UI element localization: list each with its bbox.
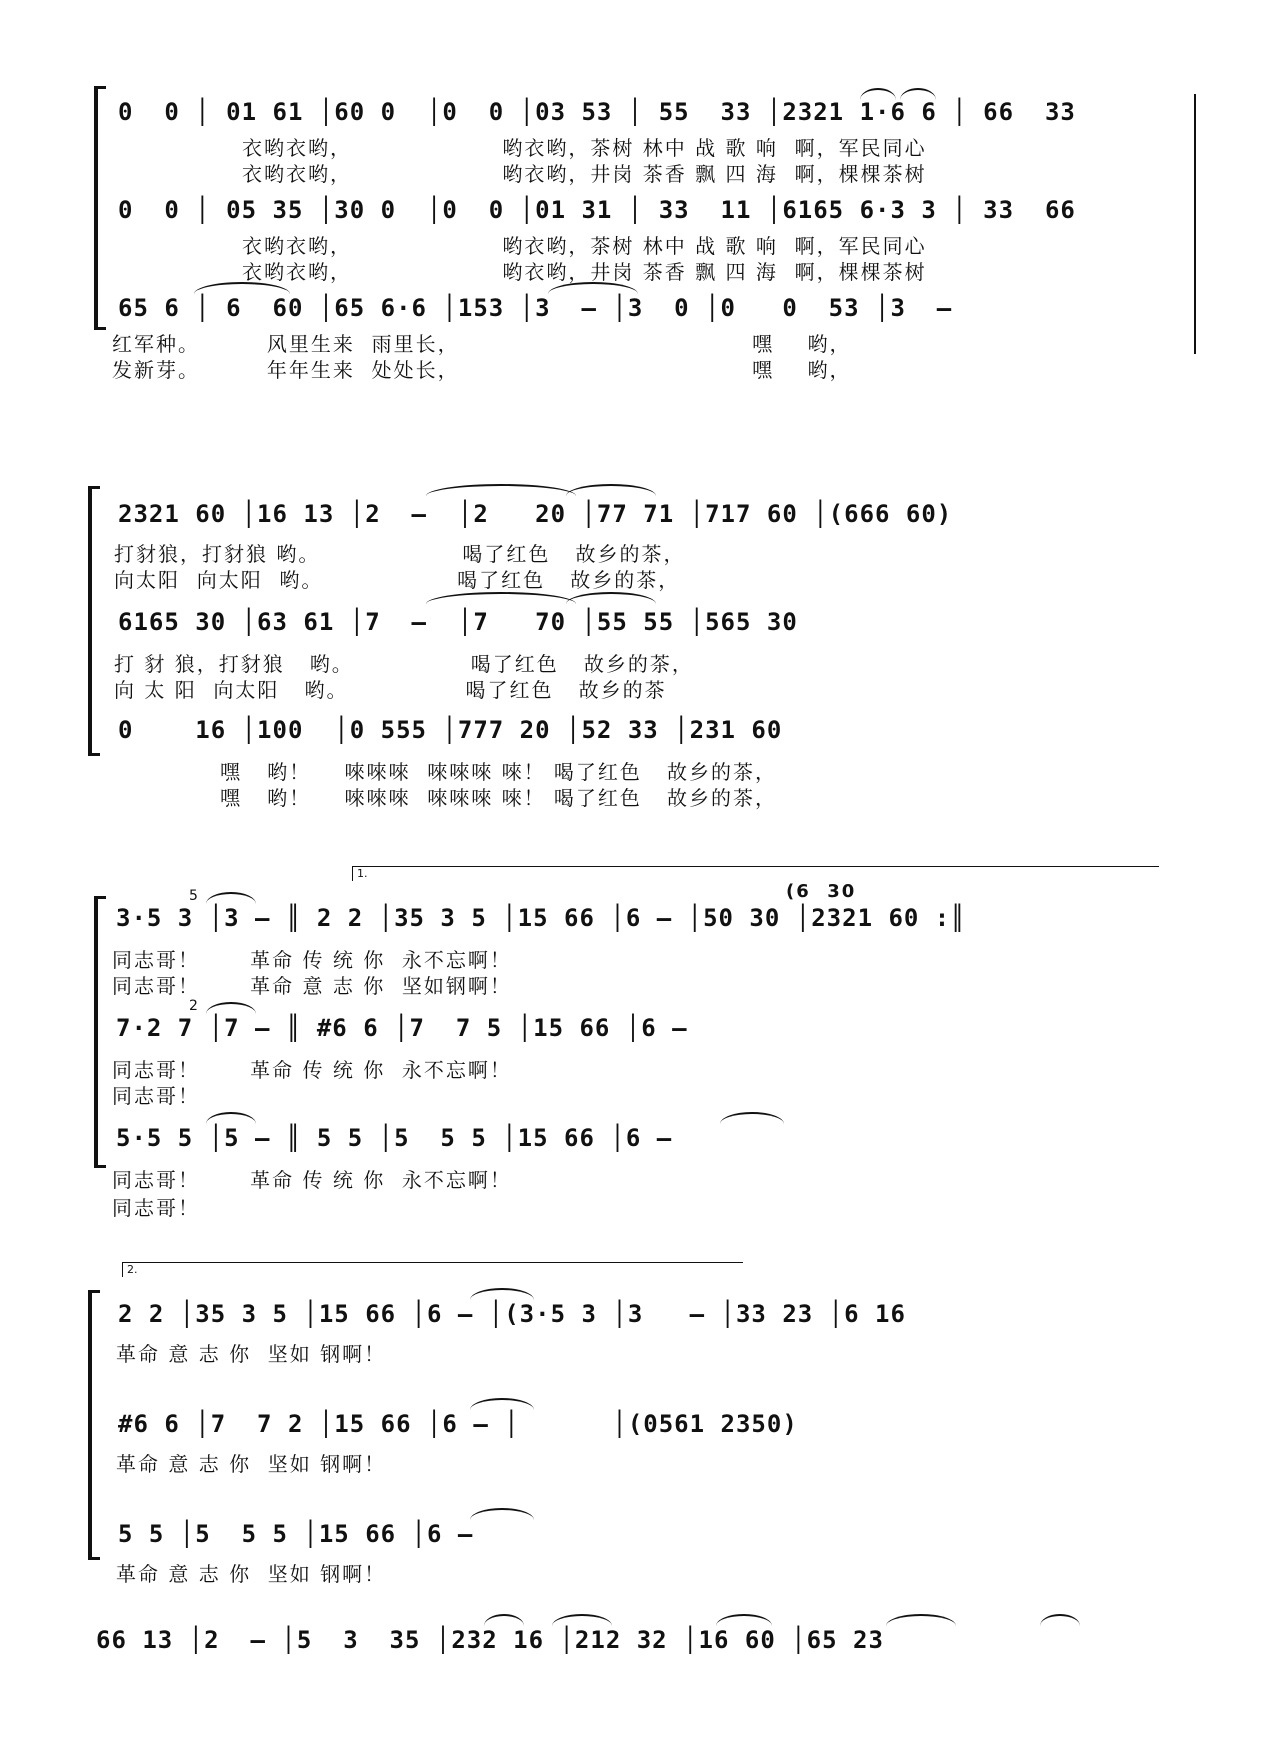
alto-notes-2: 6165 30 │63 61 │7 – │7 70 │55 55 │565 30: [118, 608, 798, 636]
slur: [886, 1614, 956, 1626]
soprano-cue: (6 30: [786, 881, 857, 902]
slur: [426, 592, 576, 604]
soprano-notes-3: 3·5 3 │3 – ║ 2 2 │35 3 5 │15 66 │6 – │50 30 │2321 60 :║: [116, 904, 966, 932]
barline: [1194, 94, 1196, 354]
slur: [860, 88, 896, 100]
system-bracket: [94, 86, 98, 330]
bass-lyrics-2a: 嘿 哟！ 唻唻唻 唻唻唻 唻！ 喝了红色 故乡的茶，: [220, 760, 778, 784]
alto-lyrics-1b: 衣哟衣哟， 哟衣哟，井岗 茶香 飘 四 海 啊，棵棵茶树: [242, 260, 927, 284]
alto-lyrics-3b: 同志哥！: [112, 1084, 200, 1108]
slur: [470, 1288, 534, 1300]
system-bracket: [88, 1290, 92, 1560]
bass-notes-2: 0 16 │100 │0 555 │777 20 │52 33 │231 60: [118, 716, 783, 744]
soprano-lyrics-4: 革命 意 志 你 坚如 钢啊！: [116, 1342, 387, 1366]
alto-lyrics-2a: 打 豺 狼，打豺狼 哟。 喝了红色 故乡的茶，: [114, 652, 694, 676]
soprano-lyrics-1b: 衣哟衣哟， 哟衣哟，井岗 茶香 飘 四 海 啊，棵棵茶树: [242, 162, 927, 186]
alto-notes-3: 7·2 7 │7 – ║ #6 6 │7 7 5 │15 66 │6 –: [116, 1014, 688, 1042]
slur: [470, 1398, 534, 1410]
bass-notes-4: 5 5 │5 5 5 │15 66 │6 –: [118, 1520, 474, 1548]
alto-lyrics-4: 革命 意 志 你 坚如 钢啊！: [116, 1452, 387, 1476]
alto-notes-4: #6 6 │7 7 2 │15 66 │6 – │ │(0561 2350): [118, 1410, 798, 1438]
alto-lyrics-1a: 衣哟衣哟， 哟衣哟，茶树 林中 战 歌 响 啊，军民同心: [242, 234, 927, 258]
bass-lyrics-1a: 红军种。 风里生来 雨里长， 嘿 哟，: [112, 332, 852, 356]
bass-lyrics-3a: 同志哥！ 革命 传 统 你 永不忘啊！: [112, 1168, 512, 1192]
soprano-notes-1: 0 0 │ 01 61 │60 0 │0 0 │03 53 │ 55 33 │2321 1·6 6 │ 66 33: [118, 98, 1076, 126]
bass-lyrics-1b: 发新芽。 年年生来 处处长， 嘿 哟，: [112, 358, 852, 382]
soprano-notes-4: 2 2 │35 3 5 │15 66 │6 – │(3·5 3 │3 – │33 23 │6 16: [118, 1300, 906, 1328]
slur: [1040, 1614, 1080, 1626]
slur: [206, 1002, 256, 1014]
soprano-grace: 5: [189, 888, 200, 904]
soprano-lyrics-3b: 同志哥！ 革命 意 志 你 坚如钢啊！: [112, 974, 512, 998]
alto-lyrics-2b: 向 太 阳 向太阳 哟。 喝了红色 故乡的茶: [114, 678, 667, 702]
slur: [484, 1614, 524, 1626]
slur: [206, 892, 256, 904]
slur: [720, 1112, 784, 1124]
slur: [716, 1614, 772, 1626]
soprano-notes-2: 2321 60 │16 13 │2 – │2 20 │77 71 │717 60 │(666 60): [118, 500, 953, 528]
soprano-lyrics-1a: 衣哟衣哟， 哟衣哟，茶树 林中 战 歌 响 啊，军民同心: [242, 136, 927, 160]
melody-notes-5: 66 13 │2 – │5 3 35 │232 16 │212 32 │16 60 │65 23: [96, 1626, 884, 1654]
bass-notes-1: 65 6 │ 6 60 │65 6·6 │153 │3 – │3 0 │0 0 53 │3 –: [118, 294, 953, 322]
first-ending-bracket: [352, 866, 1159, 881]
bass-lyrics-2b: 嘿 哟！ 唻唻唻 唻唻唻 唻！ 喝了红色 故乡的茶，: [220, 786, 778, 810]
slur: [566, 484, 656, 496]
slur: [900, 88, 936, 100]
slur: [566, 592, 656, 604]
alto-lyrics-3a: 同志哥！ 革命 传 统 你 永不忘啊！: [112, 1058, 512, 1082]
alto-notes-1: 0 0 │ 05 35 │30 0 │0 0 │01 31 │ 33 11 │6165 6·3 3 │ 33 66: [118, 196, 1076, 224]
bass-notes-3: 5·5 5 │5 – ║ 5 5 │5 5 5 │15 66 │6 –: [116, 1124, 673, 1152]
bass-lyrics-3b: 同志哥！: [112, 1196, 200, 1220]
system-bracket: [88, 486, 92, 756]
soprano-lyrics-3a: 同志哥！ 革命 传 统 你 永不忘啊！: [112, 948, 512, 972]
second-ending-bracket: [122, 1262, 743, 1277]
slur: [426, 484, 576, 496]
slur: [206, 1112, 256, 1124]
alto-grace: 2: [189, 998, 200, 1014]
soprano-lyrics-2a: 打豺狼，打豺狼 哟。 喝了红色 故乡的茶，: [114, 542, 686, 566]
slur: [470, 1508, 534, 1520]
slur: [552, 1614, 612, 1626]
volta-1-label: 1.: [357, 867, 368, 880]
bass-lyrics-4: 革命 意 志 你 坚如 钢啊！: [116, 1562, 387, 1586]
volta-2-label: 2.: [127, 1263, 138, 1276]
soprano-lyrics-2b: 向太阳 向太阳 哟。 喝了红色 故乡的茶，: [114, 568, 681, 592]
system-bracket: [94, 896, 98, 1168]
